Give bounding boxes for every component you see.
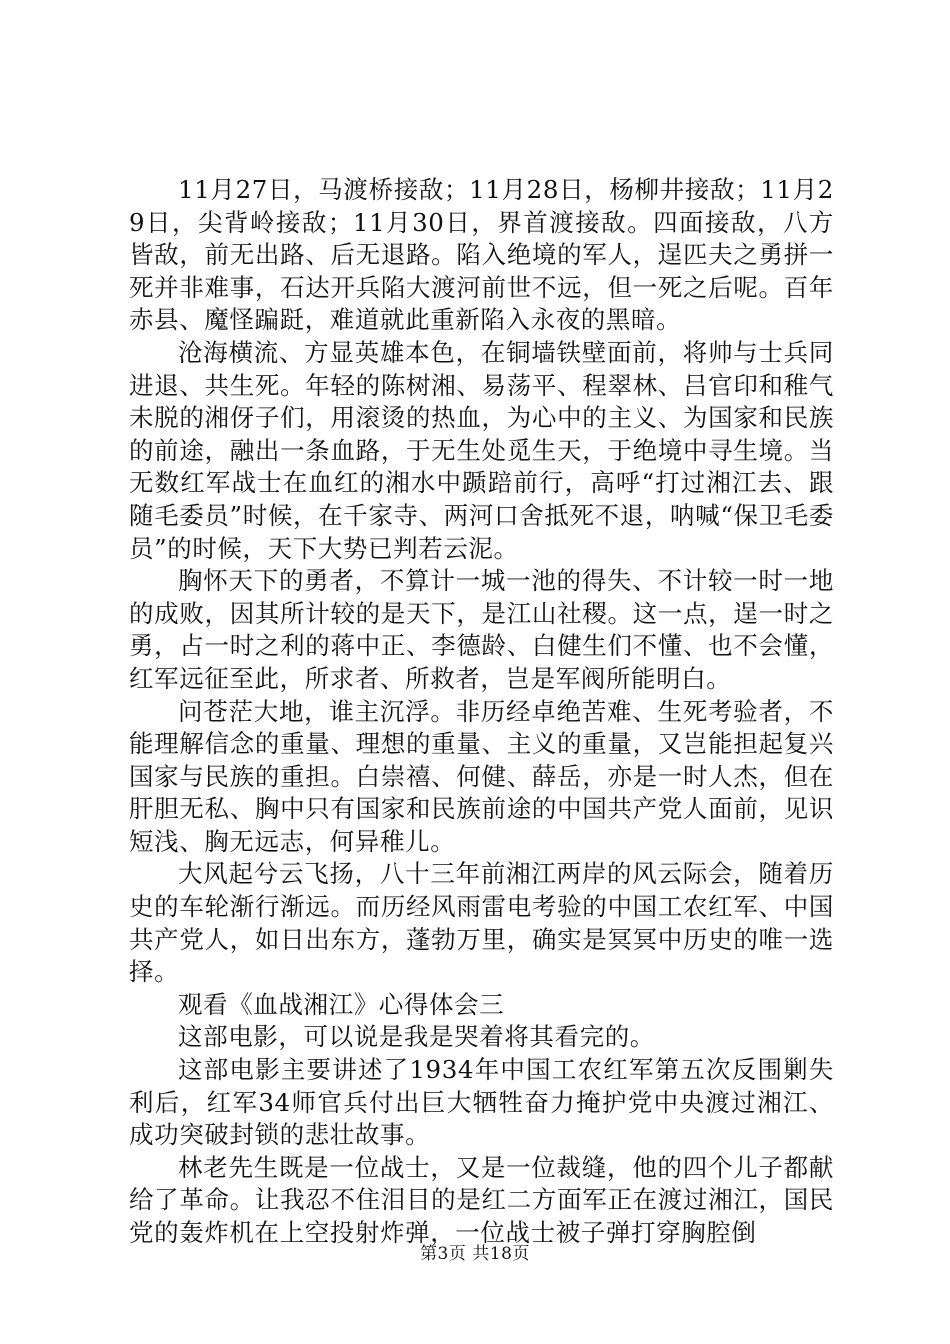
paragraph-3: 胸怀天下的勇者，不算计一城一池的得失、不计较一时一地的成败，因其所计较的是天下，是江山社稷。这一点，逞一时之勇，占一时之利的蒋中正、李德龄、白健生们不懂、也不会懂，红军远征至此，所求者、所救者，岂是军阀所能明白。 xyxy=(129,566,834,693)
paragraph-1: 11月27日，马渡桥接敌；11月28日，杨柳井接敌；11月29日，尖背岭接敌；11月30日，界首渡接敌。四面接敌，八方皆敌，前无出路、后无退路。陷入绝境的军人，逞匹夫之勇拼一死并非难事，石达开兵陷大渡河前世不远，但一死之后呢。百年赤县、魔怪蹁跹，难道就此重新陷入永夜的黑暗。 xyxy=(129,175,834,335)
paragraph-4: 问苍茫大地，谁主沉浮。非历经卓绝苦难、生死考验者，不能理解信念的重量、理想的重量、主义的重量，又岂能担起复兴国家与民族的重担。白崇禧、何健、薛岳，亦是一时人杰，但在肝胆无私、胸中只有国家和民族前途的中国共产党人面前，见识短浅、胸无远志，何异稚儿。 xyxy=(129,696,834,856)
paragraph-7: 这部电影，可以说是我是哭着将其看完的。 xyxy=(178,1022,655,1052)
paragraph-5: 大风起兮云飞扬，八十三年前湘江两岸的风云际会，随着历史的车轮渐行渐远。而历经风雨雷电考验的中国工农红军、中国共产党人，如日出东方，蓬勃万里，确实是冥冥中历史的唯一选择。 xyxy=(129,859,834,987)
paragraph-9: 林老先生既是一位战士，又是一位裁缝，他的四个儿子都献给了革命。让我忍不住泪目的是红二方面军正在渡过湘江，国民党的轰炸机在上空投射炸弹，一位战士被子弹打穿胸腔倒 xyxy=(129,1152,834,1247)
page-number-footer: 第3页 共18页 xyxy=(420,1244,530,1264)
document-body xyxy=(129,174,834,1250)
paragraph-2: 沧海横流、方显英雄本色，在铜墙铁壁面前，将帅与士兵同进退、共生死。年轻的陈树湘、易荡平、程翠林、吕官印和稚气未脱的湘伢子们，用滚烫的热血，为心中的主义、为国家和民族的前途，融出一条血路，于无生处觅生天，于绝境中寻生境。当无数红军战士在血红的湘水中踬踣前行，高呼“打过湘江去、跟随毛委员”时候，在千家寺、两河口舍抵死不退，呐喊“保卫毛委员”的时候，天下大势已判若云泥。 xyxy=(129,337,834,563)
paragraph-8: 这部电影主要讲述了1934年中国工农红军第五次反围剿失利后，红军34师官兵付出巨大牺牲奋力掩护党中央渡过湘江、成功突破封锁的悲壮故事。 xyxy=(129,1055,834,1150)
section-heading: 观看《血战湘江》心得体会三 xyxy=(178,989,505,1019)
